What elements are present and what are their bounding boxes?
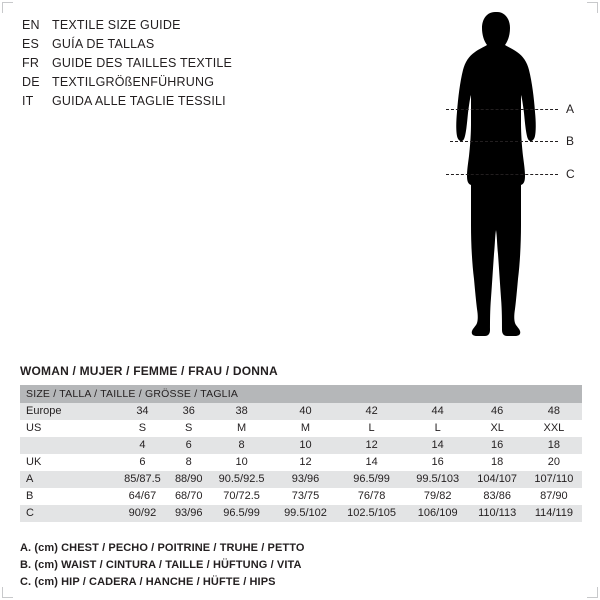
cell: 8 bbox=[209, 437, 275, 454]
cell: 10 bbox=[209, 454, 275, 471]
corner-mark-top-left bbox=[2, 2, 13, 13]
cell: XXL bbox=[526, 420, 582, 437]
corner-mark-bottom-left bbox=[2, 587, 13, 598]
language-text-de: TEXTILGRÖßENFÜHRUNG bbox=[52, 75, 215, 89]
cell: 93/96 bbox=[169, 505, 209, 522]
cell: 16 bbox=[407, 454, 469, 471]
language-row-en bbox=[22, 16, 322, 35]
language-code-fr: FR bbox=[22, 56, 40, 70]
row-label-europe: Europe bbox=[20, 403, 116, 420]
table-header-label: SIZE / TALLA / TAILLE / GRÖSSE / TAGLIA bbox=[20, 385, 582, 403]
measure-label-a: A bbox=[566, 102, 575, 116]
cell: 106/109 bbox=[407, 505, 469, 522]
language-text-en: TEXTILE SIZE GUIDE bbox=[52, 18, 181, 32]
table-row bbox=[20, 403, 582, 420]
cell: L bbox=[336, 420, 407, 437]
cell: 48 bbox=[526, 403, 582, 420]
cell: 16 bbox=[469, 437, 526, 454]
cell: 12 bbox=[275, 454, 337, 471]
cell: 44 bbox=[407, 403, 469, 420]
cell: M bbox=[275, 420, 337, 437]
cell: 88/90 bbox=[169, 471, 209, 488]
measurement-legend bbox=[20, 540, 580, 591]
language-code-en: EN bbox=[22, 18, 40, 32]
cell: 96.5/99 bbox=[336, 471, 407, 488]
measure-label-c: C bbox=[566, 167, 575, 181]
cell: 6 bbox=[116, 454, 169, 471]
corner-mark-bottom-right bbox=[587, 587, 598, 598]
table-row bbox=[20, 454, 582, 471]
cell: 18 bbox=[526, 437, 582, 454]
measurement-figure bbox=[400, 10, 590, 375]
row-label-b: B bbox=[20, 488, 116, 505]
cell: 107/110 bbox=[526, 471, 582, 488]
woman-silhouette-icon bbox=[440, 10, 550, 375]
cell: 114/119 bbox=[526, 505, 582, 522]
table-row bbox=[20, 437, 582, 454]
table-header-row bbox=[20, 385, 582, 403]
cell: 6 bbox=[169, 437, 209, 454]
cell: M bbox=[209, 420, 275, 437]
language-row-es bbox=[22, 35, 322, 54]
cell: 87/90 bbox=[526, 488, 582, 505]
cell: 46 bbox=[469, 403, 526, 420]
row-label-a: A bbox=[20, 471, 116, 488]
legend-row-b: B. (cm) WAIST / CINTURA / TAILLE / HÜFTUNG / VITA bbox=[20, 559, 302, 571]
cell: 14 bbox=[336, 454, 407, 471]
table-row bbox=[20, 420, 582, 437]
row-label-uk: UK bbox=[20, 454, 116, 471]
cell: L bbox=[407, 420, 469, 437]
cell: 99.5/102 bbox=[275, 505, 337, 522]
cell: 64/67 bbox=[116, 488, 169, 505]
language-code-es: ES bbox=[22, 37, 40, 51]
cell: 20 bbox=[526, 454, 582, 471]
cell: 12 bbox=[336, 437, 407, 454]
cell: 34 bbox=[116, 403, 169, 420]
cell: 18 bbox=[469, 454, 526, 471]
cell: 104/107 bbox=[469, 471, 526, 488]
measure-label-b: B bbox=[566, 134, 575, 148]
cell: 93/96 bbox=[275, 471, 337, 488]
cell: 79/82 bbox=[407, 488, 469, 505]
language-row-de bbox=[22, 73, 322, 92]
measure-line-hip bbox=[446, 174, 558, 175]
cell: 99.5/103 bbox=[407, 471, 469, 488]
cell: 73/75 bbox=[275, 488, 337, 505]
size-table-wrapper bbox=[20, 385, 582, 522]
table-row bbox=[20, 471, 582, 488]
language-text-it: GUIDA ALLE TAGLIE TESSILI bbox=[52, 94, 226, 108]
cell: 90.5/92.5 bbox=[209, 471, 275, 488]
cell: 14 bbox=[407, 437, 469, 454]
section-title: WOMAN / MUJER / FEMME / FRAU / DONNA bbox=[20, 364, 278, 378]
table-row bbox=[20, 505, 582, 522]
cell: 70/72.5 bbox=[209, 488, 275, 505]
row-label-c: C bbox=[20, 505, 116, 522]
cell: 96.5/99 bbox=[209, 505, 275, 522]
cell: 102.5/105 bbox=[336, 505, 407, 522]
row-label-us-numeric bbox=[20, 437, 116, 454]
measure-line-chest bbox=[446, 109, 558, 110]
cell: 42 bbox=[336, 403, 407, 420]
cell: 4 bbox=[116, 437, 169, 454]
cell: S bbox=[169, 420, 209, 437]
legend-row-c: C. (cm) HIP / CADERA / HANCHE / HÜFTE / HIPS bbox=[20, 576, 276, 588]
cell: 40 bbox=[275, 403, 337, 420]
cell: 110/113 bbox=[469, 505, 526, 522]
cell: 76/78 bbox=[336, 488, 407, 505]
measure-line-waist bbox=[450, 141, 558, 142]
cell: XL bbox=[469, 420, 526, 437]
legend-row-a: A. (cm) CHEST / PECHO / POITRINE / TRUHE / PETTO bbox=[20, 542, 305, 554]
cell: 83/86 bbox=[469, 488, 526, 505]
cell: 10 bbox=[275, 437, 337, 454]
table-row bbox=[20, 488, 582, 505]
size-table bbox=[20, 385, 582, 522]
cell: S bbox=[116, 420, 169, 437]
language-text-fr: GUIDE DES TAILLES TEXTILE bbox=[52, 56, 233, 70]
language-title-list bbox=[22, 16, 322, 111]
language-row-it bbox=[22, 92, 322, 111]
cell: 68/70 bbox=[169, 488, 209, 505]
cell: 85/87.5 bbox=[116, 471, 169, 488]
language-code-it: IT bbox=[22, 94, 34, 108]
language-text-es: GUÍA DE TALLAS bbox=[52, 37, 155, 51]
cell: 36 bbox=[169, 403, 209, 420]
language-code-de: DE bbox=[22, 75, 40, 89]
cell: 38 bbox=[209, 403, 275, 420]
cell: 90/92 bbox=[116, 505, 169, 522]
language-row-fr bbox=[22, 54, 322, 73]
cell: 8 bbox=[169, 454, 209, 471]
row-label-us: US bbox=[20, 420, 116, 437]
